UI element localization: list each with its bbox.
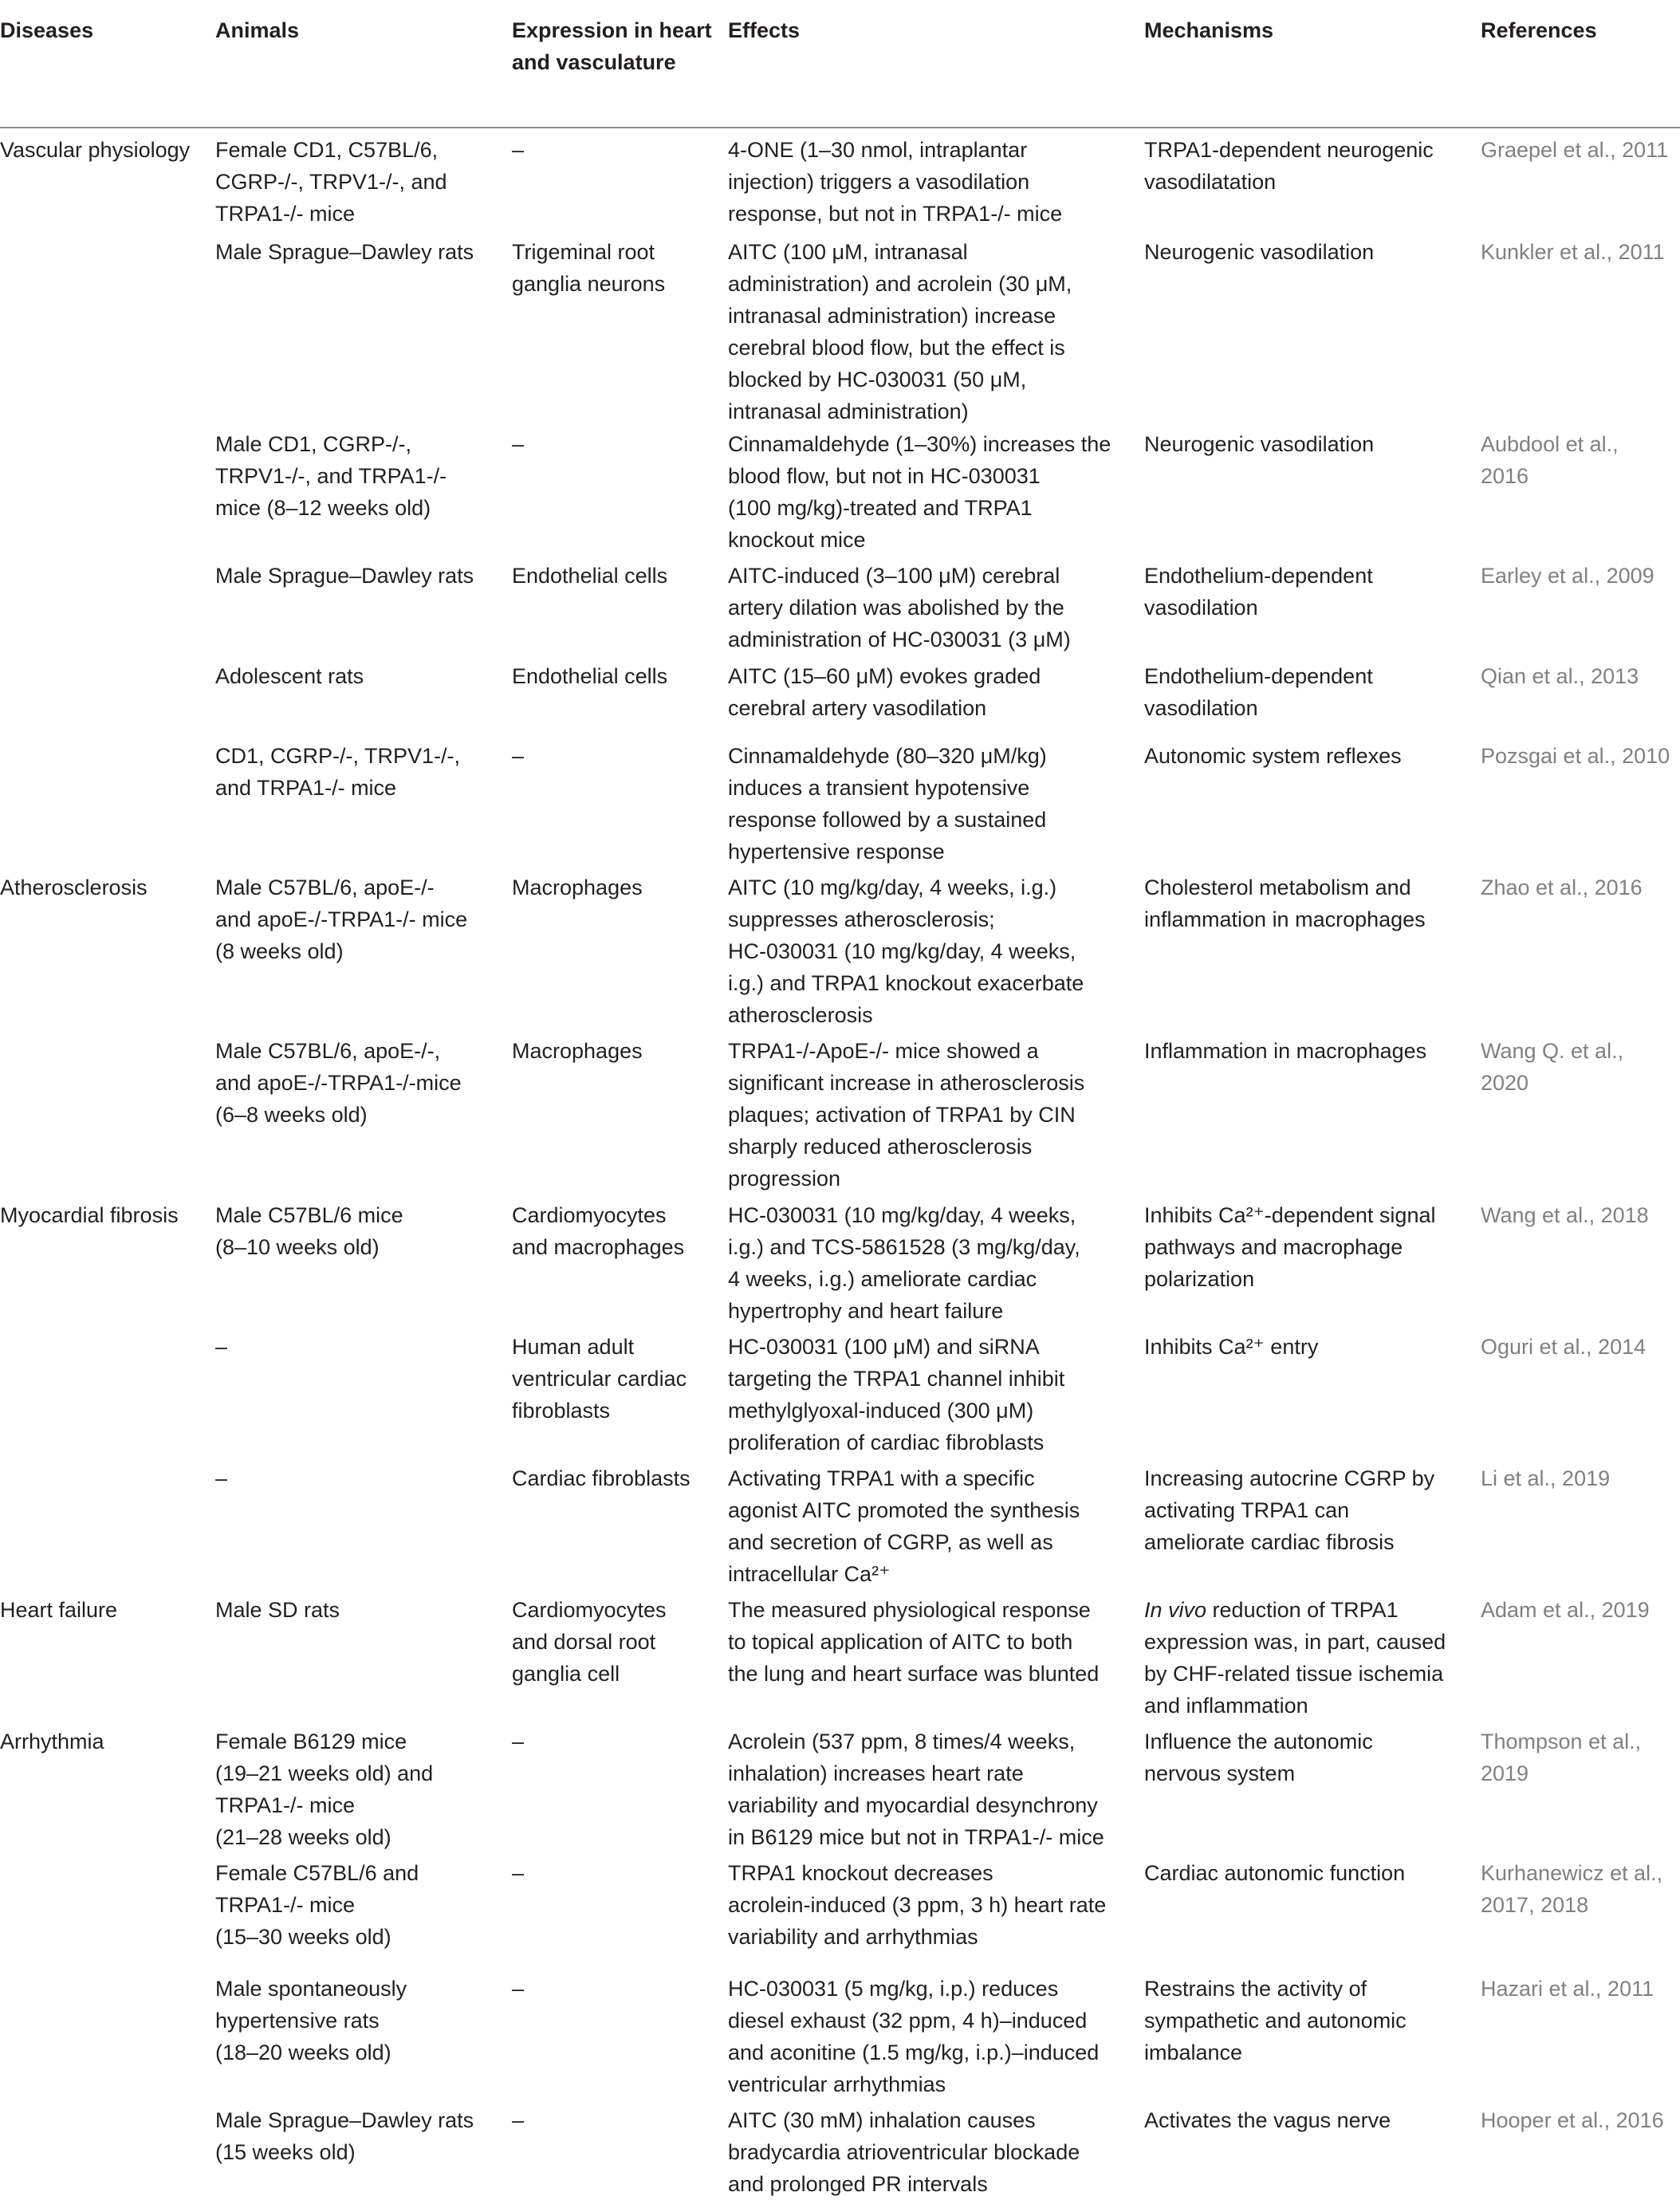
cell-mechanisms: TRPA1-dependent neurogenic vasodilatation <box>1144 138 1434 194</box>
cell-animals: Male spontaneously hypertensive rats (18–20 weeks old) <box>215 1977 407 2064</box>
cell-mechanisms: Autonomic system reflexes <box>1144 744 1402 768</box>
cell-references: Qian et al., 2013 <box>1481 664 1639 688</box>
cell-expression: Cardiomyocytes and macrophages <box>512 1203 685 1259</box>
header-references: References <box>1481 18 1597 42</box>
cell-mechanisms: Restrains the activity of sympathetic and autonomic imbalance <box>1144 1977 1407 2064</box>
cell-animals: Male SD rats <box>215 1598 340 1622</box>
cell-references: Aubdool et al., 2016 <box>1481 432 1619 488</box>
cell-references: Hooper et al., 2016 <box>1481 2108 1664 2132</box>
cell-references: Li et al., 2019 <box>1481 1466 1611 1490</box>
cell-mechanisms: Inhibits Ca²⁺-dependent signal pathways and macrophage polarization <box>1144 1203 1436 1291</box>
cell-animals: – <box>215 1466 228 1490</box>
cell-references: Earley et al., 2009 <box>1481 564 1654 588</box>
cell-animals: Male Sprague–Dawley rats (15 weeks old) <box>215 2108 474 2164</box>
cell-mechanisms: Cardiac autonomic function <box>1144 1861 1406 1885</box>
cell-expression: – <box>512 1730 525 1753</box>
cell-references: Adam et al., 2019 <box>1481 1598 1650 1622</box>
cell-references: Zhao et al., 2016 <box>1481 876 1643 899</box>
cell-animals: Male Sprague–Dawley rats <box>215 240 474 264</box>
cell-expression: – <box>512 1861 525 1885</box>
cell-effects: Acrolein (537 ppm, 8 times/4 weeks, inhalation) increases heart rate variability and myocardial desynchrony in B6129 mice but not in TRPA1-/- mice <box>728 1730 1104 1849</box>
cell-mechanisms: Neurogenic vasodilation <box>1144 240 1375 264</box>
cell-expression: – <box>512 2108 525 2132</box>
cell-disease: Heart failure <box>0 1598 118 1622</box>
cell-mechanisms: Influence the autonomic nervous system <box>1144 1730 1373 1785</box>
cell-disease: Vascular physiology <box>0 138 191 162</box>
cell-effects: AITC (15–60 μM) evokes graded cerebral artery vasodilation <box>728 664 1041 720</box>
cell-animals: – <box>215 1335 228 1359</box>
cell-animals: Male C57BL/6, apoE-/- and apoE-/-TRPA1-/- mice (8 weeks old) <box>215 876 468 963</box>
cell-animals: Male Sprague–Dawley rats <box>215 564 474 588</box>
cell-references: Graepel et al., 2011 <box>1481 138 1669 162</box>
header-animals: Animals <box>215 18 300 42</box>
cell-mechanisms: In vivo reduction of TRPA1 expression was, in part, caused by CHF-related tissue ischemia and inflammation <box>1144 1598 1446 1718</box>
cell-mechanisms: Cholesterol metabolism and inflammation in macrophages <box>1144 876 1426 931</box>
cell-mechanisms: Endothelium-dependent vasodilation <box>1144 564 1373 620</box>
cell-effects: TRPA1-/-ApoE-/- mice showed a significant increase in atherosclerosis plaques; activation of TRPA1 by CIN sharply reduced atherosclerosis progression <box>728 1039 1085 1191</box>
cell-effects: Activating TRPA1 with a specific agonist AITC promoted the synthesis and secretion of CGRP, as well as intracellular Ca²⁺ <box>728 1466 1080 1586</box>
cell-expression: Cardiomyocytes and dorsal root ganglia cell <box>512 1598 667 1686</box>
cell-effects: AITC-induced (3–100 μM) cerebral artery dilation was abolished by the administration of HC-030031 (3 μM) <box>728 564 1071 651</box>
cell-mechanisms: Inflammation in macrophages <box>1144 1039 1427 1063</box>
cell-disease: Arrhythmia <box>0 1730 104 1753</box>
cell-disease: Atherosclerosis <box>0 876 148 899</box>
cell-references: Kunkler et al., 2011 <box>1481 240 1665 264</box>
cell-expression: – <box>512 744 525 768</box>
cell-effects: The measured physiological response to topical application of AITC to both the lung and heart surface was blunted <box>728 1598 1100 1686</box>
cell-animals: Female C57BL/6 and TRPA1-/- mice (15–30 weeks old) <box>215 1861 419 1949</box>
cell-references: Hazari et al., 2011 <box>1481 1977 1654 2001</box>
cell-references: Kurhanewicz et al., 2017, 2018 <box>1481 1861 1663 1917</box>
cell-mechanisms: Endothelium-dependent vasodilation <box>1144 664 1373 720</box>
cell-mechanisms: Inhibits Ca²⁺ entry <box>1144 1335 1319 1359</box>
cell-effects: HC-030031 (10 mg/kg/day, 4 weeks, i.g.) and TCS-5861528 (3 mg/kg/day, 4 weeks, i.g.) ameliorate cardiac hypertrophy and heart failure <box>728 1203 1080 1323</box>
cell-effects: AITC (10 mg/kg/day, 4 weeks, i.g.) suppresses atherosclerosis; HC-030031 (10 mg/kg/day, 4 weeks, i.g.) and TRPA1 knockout exacerbate atherosclerosis <box>728 876 1084 1027</box>
cell-effects: Cinnamaldehyde (80–320 μM/kg) induces a transient hypotensive response followed by a sustained hypertensive response <box>728 744 1047 864</box>
cell-effects: HC-030031 (100 μM) and siRNA targeting the TRPA1 channel inhibit methylglyoxal-induced (300 μM) proliferation of cardiac fibroblasts <box>728 1335 1065 1454</box>
cell-expression: Human adult ventricular cardiac fibroblasts <box>512 1335 687 1423</box>
cell-references: Thompson et al., 2019 <box>1481 1730 1642 1785</box>
cell-effects: TRPA1 knockout decreases acrolein-induced (3 ppm, 3 h) heart rate variability and arrhythmias <box>728 1861 1107 1949</box>
cell-expression: Endothelial cells <box>512 664 668 688</box>
cell-mechanisms: Activates the vagus nerve <box>1144 2108 1391 2132</box>
cell-expression: Trigeminal root ganglia neurons <box>512 240 666 296</box>
cell-animals: Adolescent rats <box>215 664 364 688</box>
cell-expression: Cardiac fibroblasts <box>512 1466 690 1490</box>
cell-references: Wang et al., 2018 <box>1481 1203 1649 1227</box>
cell-expression: Macrophages <box>512 1039 643 1063</box>
header-divider <box>0 127 1680 128</box>
header-expression: Expression in heart and vasculature <box>512 18 712 74</box>
cell-expression: – <box>512 1977 525 2001</box>
cell-disease: Myocardial fibrosis <box>0 1203 179 1227</box>
cell-effects: AITC (100 μM, intranasal administration) and acrolein (30 μM, intranasal administration) increase cerebral blood flow, but the effect is blocked by HC-030031 (50 μM, intranasal administration) <box>728 240 1072 423</box>
cell-references: Oguri et al., 2014 <box>1481 1335 1647 1359</box>
cell-animals: CD1, CGRP-/-, TRPV1-/-, and TRPA1-/- mice <box>215 744 461 800</box>
header-mechanisms: Mechanisms <box>1144 18 1274 42</box>
cell-references: Pozsgai et al., 2010 <box>1481 744 1670 768</box>
cell-effects: HC-030031 (5 mg/kg, i.p.) reduces diesel exhaust (32 ppm, 4 h)–induced and aconitine (1.5 mg/kg, i.p.)–induced ventricular arrhythmias <box>728 1977 1100 2096</box>
cell-mechanisms: Neurogenic vasodilation <box>1144 432 1375 456</box>
cell-animals: Male C57BL/6 mice (8–10 weeks old) <box>215 1203 403 1259</box>
cell-animals: Male C57BL/6, apoE-/-, and apoE-/-TRPA1-/-mice (6–8 weeks old) <box>215 1039 462 1127</box>
header-effects: Effects <box>728 18 801 42</box>
cell-expression: – <box>512 138 525 162</box>
cell-animals: Female CD1, C57BL/6, CGRP-/-, TRPV1-/-, and TRPA1-/- mice <box>215 138 447 226</box>
cell-animals: Female B6129 mice (19–21 weeks old) and TRPA1-/- mice (21–28 weeks old) <box>215 1730 434 1849</box>
cell-references: Wang Q. et al., 2020 <box>1481 1039 1624 1095</box>
cell-expression: Macrophages <box>512 876 643 899</box>
cell-animals: Male CD1, CGRP-/-, TRPV1-/-, and TRPA1-/- mice (8–12 weeks old) <box>215 432 447 520</box>
cell-expression: Endothelial cells <box>512 564 668 588</box>
cell-mechanisms: Increasing autocrine CGRP by activating TRPA1 can ameliorate cardiac fibrosis <box>1144 1466 1435 1554</box>
cell-expression: – <box>512 432 525 456</box>
cell-effects: Cinnamaldehyde (1–30%) increases the blood flow, but not in HC-030031 (100 mg/kg)-treated and TRPA1 knockout mice <box>728 432 1111 552</box>
header-diseases: Diseases <box>0 18 94 42</box>
cell-effects: 4-ONE (1–30 nmol, intraplantar injection) triggers a vasodilation response, but not in TRPA1-/- mice <box>728 138 1063 226</box>
cell-effects: AITC (30 mM) inhalation causes bradycardia atrioventricular blockade and prolonged PR intervals <box>728 2108 1080 2196</box>
